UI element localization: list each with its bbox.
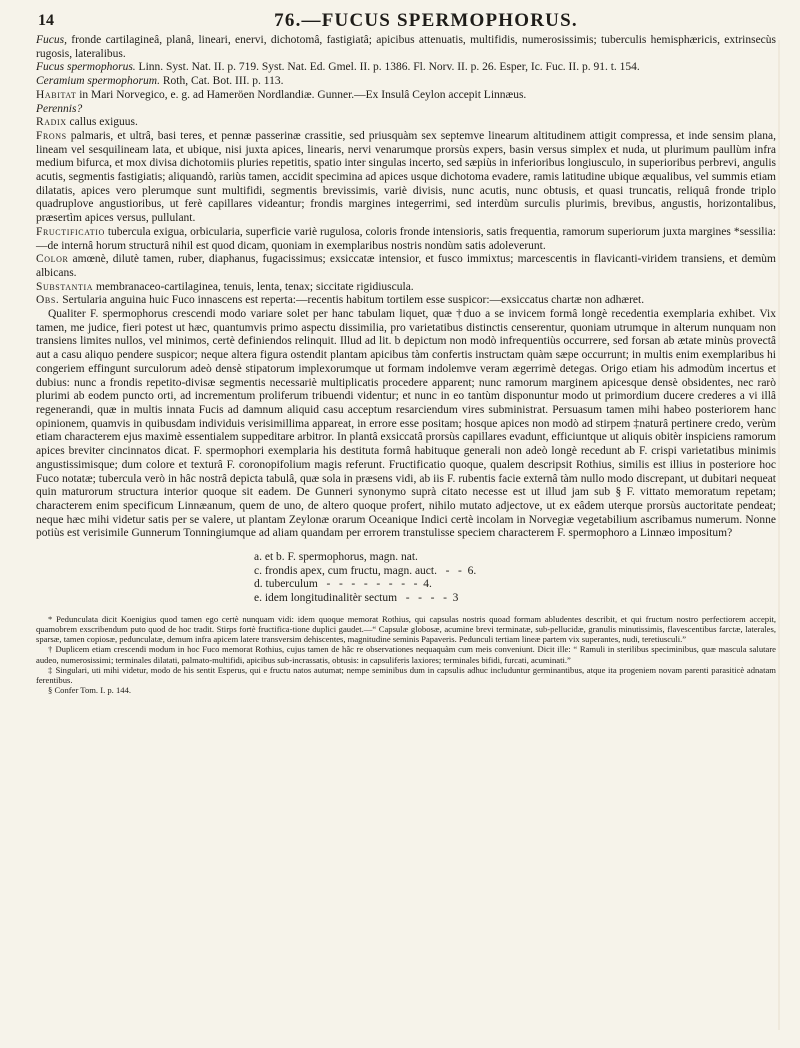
synonym-name: Fucus spermophorus. (36, 61, 136, 74)
figure-explanation (254, 551, 776, 606)
color-text: amœnè, dilutè tamen, ruber, diaphanus, fugacissimus; exsiccatæ intensior, et fusco immixtus; marcescentis in flavicanti-viridem transiens, et demùm albicans. (36, 253, 776, 279)
figure-item: a. et b. F. spermophorus, magn. nat. (254, 551, 418, 564)
perennis (36, 103, 776, 117)
diagnosis-name: Fucus, (36, 34, 67, 46)
synonym-reference: Linn. Syst. Nat. II. p. 719. Syst. Nat. Ed. Gmel. II. p. 1386. Fl. Norv. II. p. 26. Esper, Ic. Fuc. II. p. 91. t. 154. (135, 61, 640, 74)
color (36, 253, 776, 280)
footnote: * Pedunculata dicit Koenigius quod tamen ego certè nunquam vidi: idem quoque memorat Rothius, qui capsulas nostris quoad formam abludentes describit, et qui fructum nostro perfectiorem accepit, quamobrem exscribendum puto quod de hoc tradit. Stirps fortè fructifica-tione duplici gaudet.—“ Capsulæ globosæ, acumine brevi terminatæ, sub-pellucidæ, granulis minutissimis, flavescentibus farctæ, laterales, sparsæ, tamen copiosæ, pedunculatæ, demum infra apicem latere transversim dehiscentes, magnitudine seminis Papaveris. Pedunculi tertiam lineæ partem vix superantes, nudi, teretiusculi.” (36, 613, 776, 645)
footnote: ‡ Singulari, uti mihi videtur, modo de his sentit Esperus, qui e fructu natos autumat; nempe seminibus dum in capsulis adhuc includuntur germinantibus, atque ita progeniem novam parenti parasiticè adnatam ferentibus. (36, 664, 776, 686)
radix-label: Radix (36, 116, 67, 129)
synonym-reference: Roth, Cat. Bot. III. p. 113. (159, 75, 284, 88)
observation (36, 294, 776, 308)
fructificatio-text: tubercula exigua, orbicularia, superficie variè rugulosa, coloris fronde intensioris, satis frequentia, ramorum superiorum juxta margines *sessilia:—de internâ horum structurâ nihil est quod dicam, quoniam in exemplaribus nostris nondùm satis adoleverunt. (36, 225, 776, 252)
habitat (36, 89, 776, 103)
frons (36, 130, 776, 226)
synonym-linnaeus (36, 61, 776, 75)
page-header (36, 6, 776, 34)
radix (36, 116, 776, 130)
footnotes (36, 614, 776, 696)
substantia (36, 281, 776, 295)
main-text (36, 34, 776, 541)
radix-text: callus exiguus. (66, 116, 138, 129)
figure-item: c. frondis apex, cum fructu, magn. auct. - - 6. (254, 564, 477, 577)
page-number: 14 (38, 12, 54, 29)
frons-label: Frons (36, 129, 67, 142)
observation-text: Sertularia anguina huic Fuco innascens est reperta:—recentis habitum tortilem esse suspicor:—exsiccatus chartæ non adhæret. (59, 294, 645, 307)
figure-item: e. idem longitudinalitèr sectum - - - - 3 (254, 592, 459, 605)
substantia-label: Substantia (36, 280, 94, 293)
habitat-text: in Mari Norvegico, e. g. ad Hameröen Nordlandiæ. Gunner.—Ex Insulâ Ceylon accepit Linnæus. (76, 88, 527, 101)
diagnosis (36, 34, 776, 61)
substantia-text: membranaceo-cartilaginea, tenuis, lenta, tenax; siccitate rigidiuscula. (93, 280, 414, 293)
perennis-text: Perennis? (36, 102, 83, 115)
color-label: Color (36, 253, 69, 266)
fructificatio-label: Fructificatio (36, 225, 105, 238)
discussion: Qualiter F. spermophorus crescendi modo variare solet per hanc tabulam liquet, quæ †duo a se invicem formâ longè recedentia exemplaria exhibet. Vix tamen, me judice, fieri potest ut hæc, quantumvis primo aspectu dissimilia, pro varietatibus distinctis censerentur, quoniam utrumque in alterum nunquam non transiens limites nullos, vel minimos, certè definiendos relinquit. Illud ad lit. b depictum non modò infrequentiùs occurrere, sed forsan ab ætate minùs provectâ aut a casu aliquo pendere suspicor; neque altera figura ostendit plantam apicibus tàm confertis instructam quàm sæpe occurrunt; in multis enim exemplaribus hi congeriem effingunt surculorum adeò densè stipatorum implexorumque ut formam indolemve veram ægerrimè detegas. Origo etiam his admodùm incertus et dubius: nunc a frondis repetito-divisæ segmentis necessariè multiplicatis procedere apparent; nunc ramorum marginem apicesque densè obsidentes, nec rarò plurimi ab eodem puncto orti, ad incrementum proliferum tribuendi videntur; et nunc in eo tantùm disponuntur modo ut primordium ducere crederes a vi illâ regenerandi, quæ in multis innata Fucis ad damnum aliquid casu acceptum resarciendum vires subministrat. Persuasum tamen mihi habeo posteriorem hanc opinionem, quamvis in quibusdam individuis verisimillima appareat, in errore esse positam; hosque apices non modò ad stirpem ‡naturâ pertinere credo, verùm etiam characterem ejus maximè essentialem suppeditare arbitror. In plantâ exsiccatâ prorsùs capillares evadunt, efficiuntque ut aliquis obitèr inspiciens ramorum apices breviter cincinnatos dicat. F. spermophori exemplaria his destituta formâ habituque generali non adeò longè recedunt ab F. crispi varietatibus minimis angustissimisque; dum colore et texturâ F. coronopifolium magis referunt. Fructificatio quoque, qualem descripsit Rothius, similis est illius in posteriore hoc Fuco notatæ; tubercula verò in hâc nostrâ depicta tabulâ, quæ sola in præsens vidi, ab iis F. rubentis facie externâ tàm nullo modo discrepant, ut dubitari nequeat quin maturorum structura interior quoque sit eadem. De Gunneri synonymo suprà citato necesse est ut illud jam sub § F. vittato memoratum repetam; characterem enim specificum Linnæanum, quem de uno, de altero quoque profert, nihilo mutato adjectove, ut ex eâdem uterque prorsùs auctoritate pendeat; neque hæc mihi videtur satis per se valere, ut plantam Zeylonæ orarum Oceanique Indici certè incolam in Norvegiæ vegetabilium ascribamus numerum. Nonne potiùs est verisimile Gunnerum Tonningiumque ad aliam quandam per errorem transtulisse speciem characterem F. spermophoro a Linnæo impositum? (36, 308, 776, 540)
footnote: † Duplicem etiam crescendi modum in hoc Fuco memorat Rothius, cujus tamen de hâc re observationes nequaquàm cum meis conveniunt. Dicit ille: “ Ramuli in sterilibus speciminibus, quæ mascula salutare audeo, numerosissimi; terminales dilatati, palmato-multifidi, apicibus sub-incrassatis, obtusis: in capsuliferis laxiores; terminales bifidi, furcati, acuminati.” (36, 644, 776, 665)
figure-item: d. tuberculum - - - - - - - - 4. (254, 578, 432, 591)
synonym-roth (36, 75, 776, 89)
observation-label: Obs. (36, 294, 60, 307)
running-head: 76.—FUCUS SPERMOPHORUS. (274, 10, 578, 31)
footnote: § Confer Tom. I. p. 144. (48, 685, 132, 696)
page-fold-shadow (778, 40, 780, 1030)
synonym-name: Ceramium spermophorum. (36, 75, 160, 88)
fructificatio (36, 226, 776, 253)
habitat-label: Habitat (36, 88, 77, 101)
diagnosis-text: fronde cartilagineâ, planâ, lineari, enervi, dichotomâ, fastigiatâ; apicibus attenuatis, multifidis, numerosissimis; tuberculis hemisphæricis, extrinsecùs rugosis, lateralibus. (36, 34, 776, 60)
frons-text: palmaris, et ultrâ, basi teres, et pennæ passerinæ crassitie, sed priusquàm sex septemve linearum altitudinem attigit compressa, et inde sensim plana, lineam vel sesquilineam lata, et ubique, nisi juxta apices, linearis, nervi venarumque prorsùs expers, basin versus simplex et nuda, ut plurimum paullùm infra medium bifurca, et mox divisa dichotomiis pluries repetitis, spatio inter singulas incerto, sed sæpiùs in inferioribus longiusculo, in superioribus perbrevi, angulis acutis, segmentis fastigiatis; aliquandò, rariùs tamen, accidit specimina ad apices usque dichotoma evadere, ramis latitudine ubique æqualibus, vel summis etiam dilatatis, apices vero plerumque sunt multifidi, segmentis brevissimis, variè divisis, nunc acutis, nunc obtusis, et quasi truncatis, reliquâ fronde triplo quadruplove angustioribus, ut ferè capillares videantur; frondis margines integerrimi, sed interdùm surculis plurimis, brevibus, angustis, horizontalibus, præsertìm apices versus, pullulant. (36, 129, 776, 225)
